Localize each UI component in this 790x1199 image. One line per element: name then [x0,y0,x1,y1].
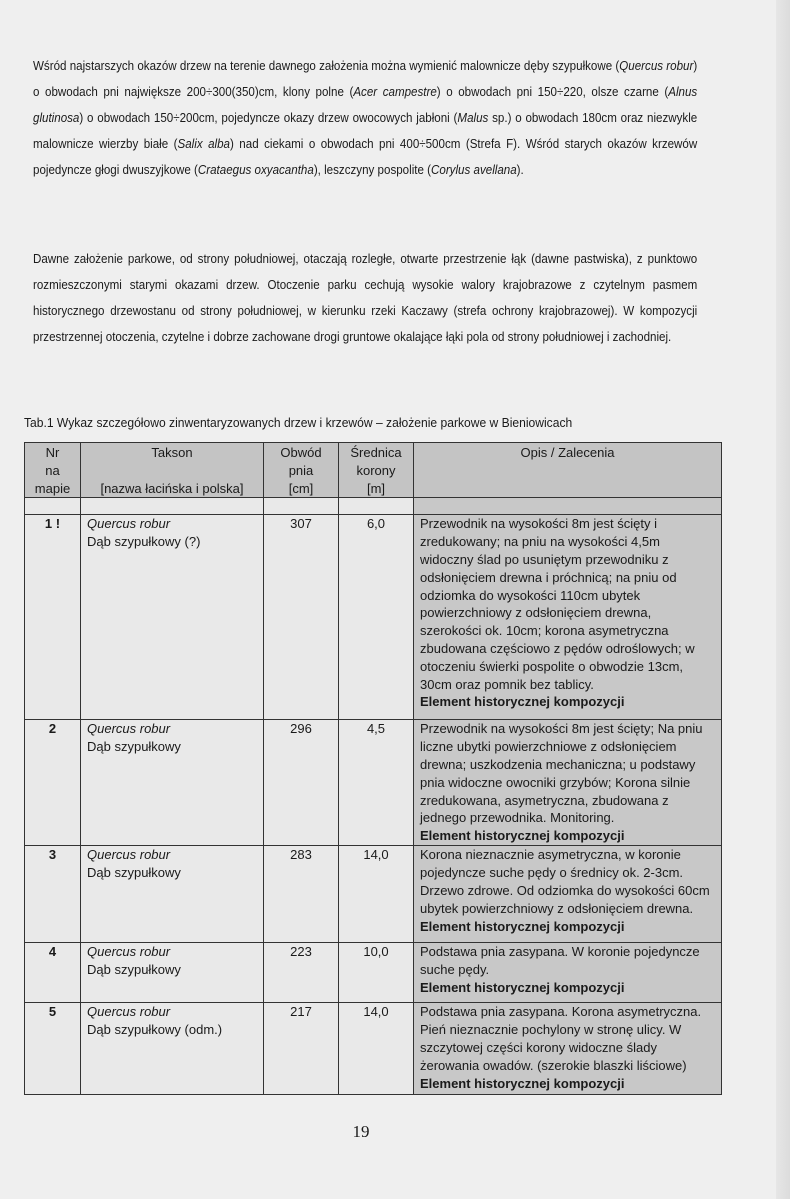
header-obwod: Obwód pnia [cm] [264,443,339,498]
header-opis: Opis / Zalecenia [414,443,722,498]
header-nr: Nr na mapie [25,443,81,498]
cell-srednica: 6,0 [339,515,414,720]
header-takson: Takson [nazwa łacińska i polska] [81,443,264,498]
cell-nr: 1 ! [25,515,81,720]
cell-srednica: 14,0 [339,1003,414,1095]
historic-element-label: Element historycznej kompozycji [420,1075,625,1091]
cell-opis [414,846,722,943]
cell-nr: 5 [25,1003,81,1095]
latin-name: Quercus robur [87,944,171,960]
header-srednica: Średnica korony [m] [339,443,414,498]
polish-name: Dąb szypułkowy (?) [87,534,201,550]
cell-nr: 2 [25,720,81,846]
cell-obwod: 307 [264,515,339,720]
cell-takson [81,846,264,943]
paragraph-text: ) o obwodach pni największe 200÷300(350)cm, klony polne ( [33,59,698,99]
cell-obwod: 217 [264,1003,339,1095]
cell-opis [414,720,722,846]
cell-takson [81,1003,264,1095]
cell-obwod: 296 [264,720,339,846]
cell-obwod: 283 [264,846,339,943]
description-text: Korona nieznacznie asymetryczna, w koronie pojedyncze suche pędy o średnicy ok. 2-3cm. Drzewo zdrowe. Od odziomka do wysokości 60cm ubytek powierzchniowy z odsłonięciem drewna. [420,847,710,916]
historic-element-label: Element historycznej kompozycji [420,918,625,934]
latin-name: Quercus robur [87,847,171,863]
paragraph-text: sp.) o obwodach 180cm oraz niezwykle malownicze wierzby białe ( [33,110,698,151]
latin-name: Quercus robur [619,59,694,73]
historic-element-label: Element historycznej kompozycji [420,694,625,710]
cell-nr: 3 [25,846,81,943]
description-text: Przewodnik na wysokości 8m jest ścięty; Na pniu liczne ubytki powierzchniowe z odsłonięciem drewna; uszkodzenia mechaniczna; u podstawy pnia widoczne owocniki grzybów; Korona silnie zredukowana, asymetryczna, zbudowana z jednego przewodnika. Monitoring. [420,721,703,826]
paragraph-text: ) o obwodach pni 150÷220, olsze czarne ( [436,84,669,99]
latin-name: Malus [457,110,489,125]
table-caption: Tab.1 Wykaz szczegółowo zinwentaryzowanych drzew i krzewów – założenie parkowe w Bieniowicach [24,415,573,430]
latin-name: Corylus avellana [431,162,517,177]
table-row [25,1003,722,1095]
paragraph-text: ) nad ciekami o obwodach pni 400÷500cm (Strefa F). Wśród starych okazów krzewów pojedyncze głogi dwuszyjkowe ( [33,136,698,177]
latin-name: Quercus robur [87,721,171,737]
cell-srednica: 10,0 [339,943,414,1003]
paragraph-text: ), leszczyny pospolite ( [313,162,432,177]
page-number: 19 [352,1122,370,1141]
cell-takson [81,943,264,1003]
paragraph-text: ) o obwodach 150÷200cm, pojedyncze okazy drzew owocowych jabłoni ( [79,110,458,125]
table-row [25,846,722,943]
paragraph-text: ). [516,162,524,177]
cell-takson [81,720,264,846]
latin-name: Alnus glutinosa [33,84,698,125]
cell-opis [414,1003,722,1095]
cell-srednica: 14,0 [339,846,414,943]
description-text: Podstawa pnia zasypana. W koronie pojedyncze suche pędy. [420,944,700,978]
cell-opis [414,515,722,720]
description-text: Podstawa pnia zasypana. Korona asymetryczna. Pień nieznacznie pochylony w stronę ulicy. W szczytowej części korony widoczne ślady żerowania owadów. (szerokie blaszki liściowe) [420,1004,702,1073]
table-row [25,943,722,1003]
latin-name: Salix alba [177,136,230,151]
historic-element-label: Element historycznej kompozycji [420,828,625,844]
tree-inventory-table [24,442,722,1095]
polish-name: Dąb szypułkowy [87,962,181,978]
polish-name: Dąb szypułkowy (odm.) [87,1022,223,1038]
scan-edge [776,0,790,1199]
latin-name: Quercus robur [87,516,171,532]
table-spacer-row [25,498,722,515]
cell-opis [414,943,722,1003]
paragraph-park-surroundings [33,247,697,351]
cell-takson [81,515,264,720]
paragraph-text: Dawne założenie parkowe, od strony południowej, otaczają rozległe, otwarte przestrzenie łąk (dawne pastwiska), z punktowo rozmieszczonymi starymi okazami drzew. Otoczenie parku cechują wysokie walory krajobrazowe z czytelnym pasmem historycznego drzewostanu od strony południowej, w kierunku rzeki Kaczawy (strefa ochrony krajobrazowej). W kompozycji przestrzennej otoczenia, czytelne i dobrze zachowane drogi gruntowe okalające łąki pola od strony południowej i zachodniej. [33,252,698,344]
table-row [25,720,722,846]
latin-name: Crataegus oxyacantha [197,162,314,177]
polish-name: Dąb szypułkowy [87,739,181,755]
cell-nr: 4 [25,943,81,1003]
table-row [25,515,722,720]
historic-element-label: Element historycznej kompozycji [420,979,625,995]
paragraph-text: Wśród najstarszych okazów drzew na terenie dawnego założenia można wymienić malownicze dęby szypułkowe ( [33,59,620,73]
cell-srednica: 4,5 [339,720,414,846]
description-text: Przewodnik na wysokości 8m jest ścięty i zredukowany; na pniu na wysokości 4,5m widoczny ślad po usuniętym przewodniku z odsłonięciem drewna i próchnicą; na pniu od odziomka do wysokości 110cm ubytek powierzchniowy z odsłonięciem drewna, szerokości ok. 10cm; korona asymetryczna zbudowana częściowo z pędów odroślowych; w otoczeniu świerki pospolite o obwodzie 13cm, 30cm oraz pomnik bez tablicy. [420,516,695,692]
latin-name: Acer campestre [353,84,437,99]
latin-name: Quercus robur [87,1004,171,1020]
table-header-row [25,443,722,498]
paragraph-oldest-trees [33,54,697,184]
polish-name: Dąb szypułkowy [87,865,181,881]
cell-obwod: 223 [264,943,339,1003]
